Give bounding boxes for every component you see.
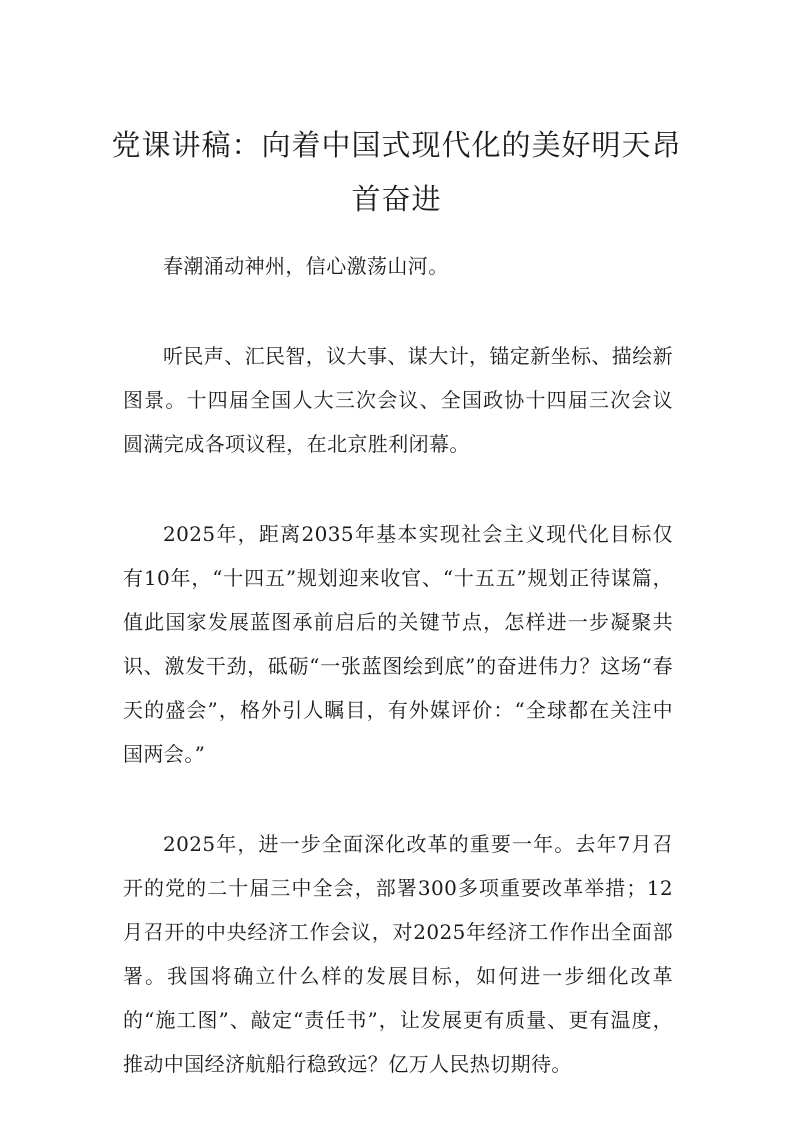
document-title: 党课讲稿：向着中国式现代化的美好明天昂首奋进 (111, 128, 682, 216)
document-body (123, 244, 673, 1132)
paragraph-2: 听民声、汇民智，议大事、谋大计，锚定新坐标、描绘新图景。十四届全国人大三次会议、全国政协十四届三次会议圆满完成各项议程，在北京胜利闭幕。 (123, 344, 673, 456)
paragraph-1: 春潮涌动神州，信心激荡山河。 (163, 254, 449, 278)
paragraph-4: 2025年，进一步全面深化改革的重要一年。去年7月召开的党的二十届三中全会，部署300多项重要改革举措；12月召开的中央经济工作会议，对2025年经济工作作出全面部署。我国将确立什么样的发展目标，如何进一步细化改革的“施工图”、敲定“责任书”，让发展更有质量、更有温度，推动中国经济航船行稳致远？亿万人民热切期待。 (123, 832, 673, 1076)
paragraph-3: 2025年，距离2035年基本实现社会主义现代化目标仅有10年，“十四五”规划迎来收官、“十五五”规划正待谋篇，值此国家发展蓝图承前启后的关键节点，怎样进一步凝聚共识、激发干劲，砥砺“一张蓝图绘到底”的奋进伟力？这场“春天的盛会”，格外引人瞩目，有外媒评价：“全球都在关注中国两会。” (123, 522, 673, 766)
